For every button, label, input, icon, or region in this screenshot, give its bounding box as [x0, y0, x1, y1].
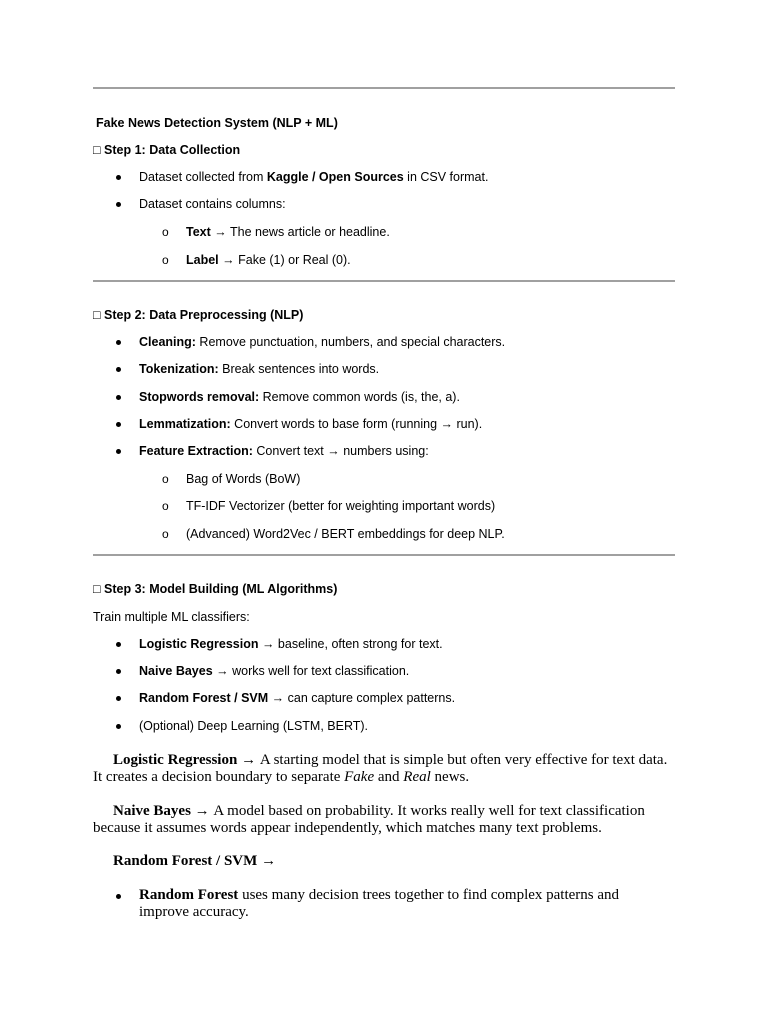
- list-item: [139, 443, 429, 459]
- horizontal-rule: [93, 280, 675, 282]
- bullet-icon: [116, 367, 121, 372]
- horizontal-rule: [93, 554, 675, 556]
- bullet-icon: [116, 669, 121, 674]
- arrow-icon: →: [257, 853, 277, 869]
- paragraph-bold-term: Random Forest: [139, 887, 239, 903]
- list-item-text: in CSV format.: [403, 170, 489, 184]
- sub-list-item-bold: Label: [186, 253, 219, 267]
- list-item: [139, 389, 460, 405]
- bullet-icon: [116, 894, 121, 899]
- list-item-bold: Random Forest / SVM: [139, 691, 269, 705]
- step1-heading: [93, 142, 240, 158]
- sub-list-item: TF-IDF Vectorizer (better for weighting important words): [186, 499, 496, 513]
- random-forest-svm-heading: [93, 853, 675, 870]
- list-item: [139, 690, 455, 706]
- paragraph-italic: Real: [403, 769, 431, 785]
- list-item: [139, 663, 409, 679]
- list-item-bold: Lemmatization:: [139, 417, 231, 431]
- list-item-text: Convert text → numbers using:: [252, 444, 429, 458]
- list-item: [139, 334, 505, 350]
- circle-bullet-icon: o: [162, 253, 169, 267]
- bullet-icon: [116, 422, 121, 427]
- missing-glyph-icon: □: [93, 582, 101, 596]
- circle-bullet-icon: o: [162, 527, 169, 541]
- list-item-bold: Kaggle / Open Sources: [266, 170, 404, 184]
- sub-list-item: [186, 252, 351, 268]
- list-item-text: → works well for text classification.: [212, 664, 410, 678]
- circle-bullet-icon: o: [162, 472, 169, 486]
- bullet-icon: [116, 696, 121, 701]
- circle-bullet-icon: o: [162, 225, 169, 239]
- paragraph-italic: Fake: [344, 769, 375, 785]
- naive-bayes-paragraph: [93, 803, 675, 837]
- paragraph-text: uses many decision trees together to find complex patterns and improve accuracy.: [139, 887, 620, 920]
- arrow-icon: →: [190, 803, 214, 819]
- list-item-text: Convert words to base form (running → run).: [230, 417, 483, 431]
- sub-list-item-text: → The news article or headline.: [210, 225, 390, 239]
- missing-glyph-icon: □: [93, 143, 101, 157]
- bullet-icon: [116, 202, 121, 207]
- step3-intro: Train multiple ML classifiers:: [93, 610, 250, 624]
- list-item-bold: Cleaning:: [139, 335, 196, 349]
- paragraph-bold-term: Naive Bayes: [113, 803, 191, 819]
- step3-heading: [93, 581, 337, 597]
- bullet-icon: [116, 340, 121, 345]
- bullet-icon: [116, 175, 121, 180]
- list-item: Dataset contains columns:: [139, 197, 286, 211]
- step1-heading-text: Step 1: Data Collection: [104, 143, 241, 157]
- sub-list-item: (Advanced) Word2Vec / BERT embeddings for deep NLP.: [186, 527, 505, 541]
- list-item-text: → can capture complex patterns.: [268, 691, 456, 705]
- list-item-bold: Naive Bayes: [139, 664, 213, 678]
- bullet-icon: [116, 724, 121, 729]
- list-item-bold: Stopwords removal:: [139, 390, 260, 404]
- arrow-icon: →: [237, 752, 260, 768]
- bullet-icon: [116, 449, 121, 454]
- horizontal-rule: [93, 87, 675, 89]
- bullet-icon: [116, 642, 121, 647]
- sub-list-item-text: → Fake (1) or Real (0).: [218, 253, 351, 267]
- list-item: [139, 169, 488, 185]
- list-item-bold: Logistic Regression: [139, 637, 259, 651]
- list-item-text: Remove common words (is, the, a).: [259, 390, 460, 404]
- sub-list-item: Bag of Words (BoW): [186, 472, 301, 486]
- list-item-text: Dataset collected from: [139, 170, 267, 184]
- sub-list-item-bold: Text: [186, 225, 211, 239]
- missing-glyph-icon: □: [93, 308, 101, 322]
- paragraph-text: and: [374, 769, 404, 785]
- paragraph-text: A starting model that is simple but often very effective for text data. It creates a decision boundary to separate: [93, 752, 668, 785]
- list-item-text: (Optional) Deep Learning (LSTM, BERT).: [139, 719, 369, 733]
- step2-heading-text: Step 2: Data Preprocessing (NLP): [104, 308, 304, 322]
- bullet-icon: [116, 395, 121, 400]
- step3-heading-text: Step 3: Model Building (ML Algorithms): [104, 582, 338, 596]
- list-item: [139, 361, 379, 377]
- paragraph-text: A model based on probability. It works really well for text classification because it assumes words appear independently, which matches many text problems.: [93, 803, 645, 836]
- list-item: [139, 636, 443, 652]
- list-item-bold: Feature Extraction:: [139, 444, 253, 458]
- list-item: [139, 718, 368, 734]
- list-item-text: Break sentences into words.: [218, 362, 380, 376]
- paragraph-text: news.: [430, 769, 470, 785]
- circle-bullet-icon: o: [162, 499, 169, 513]
- list-item-text: Remove punctuation, numbers, and special characters.: [195, 335, 506, 349]
- list-item-bold: Tokenization:: [139, 362, 219, 376]
- document-title: Fake News Detection System (NLP + ML): [96, 116, 338, 130]
- step2-heading: [93, 307, 303, 323]
- logistic-regression-paragraph: [93, 752, 675, 786]
- list-item: [139, 416, 482, 432]
- sub-list-item: [186, 224, 390, 240]
- paragraph-bold-term: Random Forest / SVM: [113, 853, 258, 869]
- random-forest-bullet: [139, 887, 669, 921]
- paragraph-bold-term: Logistic Regression: [113, 752, 238, 768]
- list-item-text: → baseline, often strong for text.: [258, 637, 443, 651]
